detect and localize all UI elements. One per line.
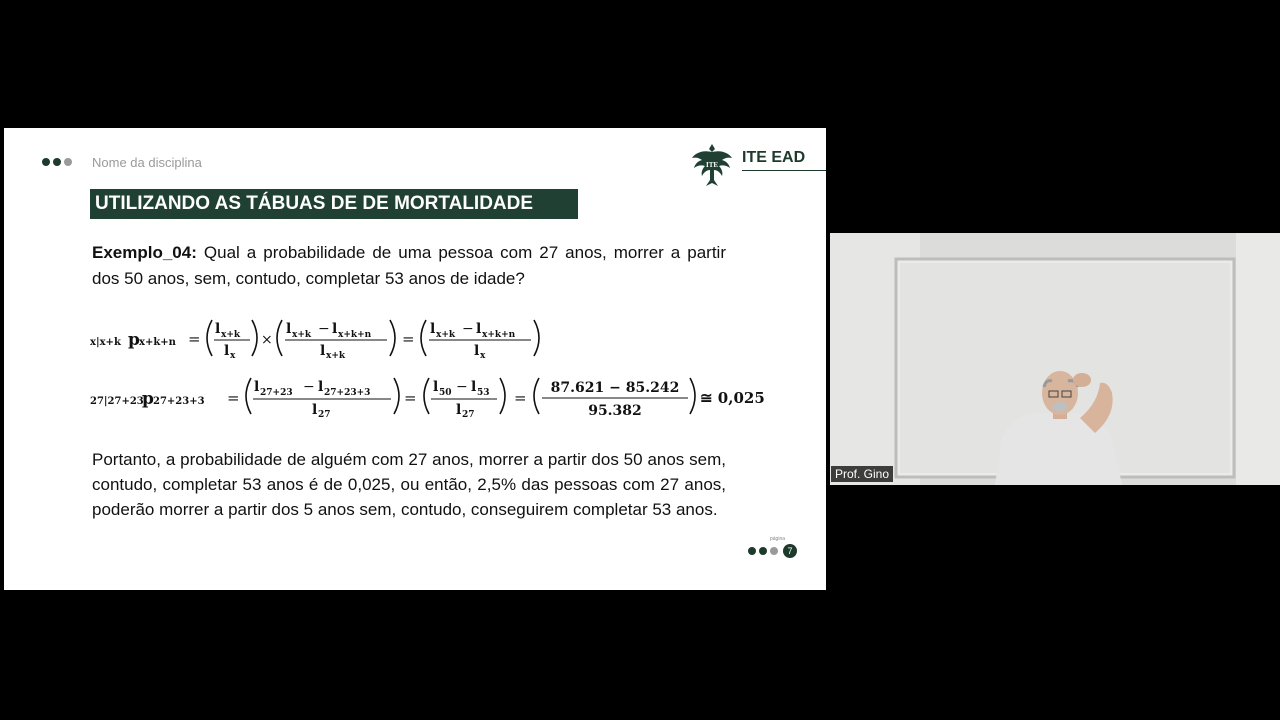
paren-right bbox=[252, 320, 257, 356]
paren-left bbox=[246, 378, 251, 414]
presentation-slide bbox=[4, 128, 826, 590]
page-dot bbox=[759, 547, 767, 555]
header-dot bbox=[64, 158, 72, 166]
formula2-lhs-prefix: 27|27+23 bbox=[90, 396, 144, 407]
brand-name: ITE EAD bbox=[742, 149, 806, 166]
minus-sign: − bbox=[318, 321, 330, 337]
f2-num-b-sub: x+k+n bbox=[338, 330, 372, 340]
f1-den-sub: x bbox=[230, 351, 236, 361]
f3-num-b-sub: x+k+n bbox=[482, 330, 516, 340]
page-number: 7 bbox=[783, 544, 797, 558]
g1-den-sub: 27 bbox=[318, 410, 331, 420]
page-dot bbox=[748, 547, 756, 555]
brand-underline bbox=[742, 170, 826, 171]
g3-denominator: 95.382 bbox=[588, 403, 642, 419]
paren-right bbox=[534, 320, 539, 356]
example-label: Exemplo_04: bbox=[92, 243, 197, 262]
f2-num-a-l: l bbox=[286, 321, 292, 337]
f1-num-sub: x+k bbox=[221, 330, 241, 340]
formula1-lhs-sub: x+k+n bbox=[139, 337, 176, 348]
formula2-lhs-p: p bbox=[142, 389, 154, 409]
presenter-beard bbox=[1052, 402, 1068, 412]
g2-den-sub: 27 bbox=[462, 410, 475, 420]
f3-num-b-l: l bbox=[476, 321, 482, 337]
page-dots bbox=[748, 544, 797, 558]
f2-den-l: l bbox=[320, 343, 326, 359]
g2-den-l: l bbox=[456, 402, 462, 418]
f2-num-a-sub: x+k bbox=[292, 330, 312, 340]
example-text: Qual a probabilidade de uma pessoa com 27 anos, morrer a partir dos 50 anos, sem, contudo, completar 53 anos de idade? bbox=[92, 243, 726, 288]
presenter-video bbox=[830, 233, 1280, 485]
equals-sign: = bbox=[404, 389, 417, 407]
formula1-lhs-prefix: x|x+k bbox=[90, 337, 121, 348]
paren-right bbox=[690, 378, 695, 414]
f2-num-b-l: l bbox=[332, 321, 338, 337]
minus-sign: − bbox=[456, 379, 468, 395]
paren-right bbox=[390, 320, 395, 356]
eagle-logo-icon bbox=[690, 140, 734, 188]
formula2-lhs-sub: 27+23+3 bbox=[153, 396, 205, 407]
paren-left bbox=[421, 320, 426, 356]
f3-den-l: l bbox=[474, 343, 480, 359]
result-value: ≅ 0,025 bbox=[700, 389, 765, 407]
g2-num-a-l: l bbox=[433, 379, 439, 395]
svg-text:ITE: ITE bbox=[705, 161, 719, 169]
page-label: página bbox=[770, 536, 786, 542]
equals-sign: = bbox=[402, 330, 415, 348]
g1-num-a-sub: 27+23 bbox=[260, 388, 293, 398]
paren-left bbox=[207, 320, 212, 356]
g2-num-a-sub: 50 bbox=[439, 388, 452, 398]
minus-sign: − bbox=[462, 321, 474, 337]
minus-sign: − bbox=[303, 379, 315, 395]
page-dot bbox=[770, 547, 778, 555]
f3-den-sub: x bbox=[480, 351, 486, 361]
g1-num-b-sub: 27+23+3 bbox=[324, 388, 371, 398]
g2-num-b-sub: 53 bbox=[477, 388, 490, 398]
g1-num-a-l: l bbox=[254, 379, 260, 395]
g1-num-b-l: l bbox=[318, 379, 324, 395]
equals-sign: = bbox=[514, 389, 527, 407]
formula-applied bbox=[90, 378, 765, 420]
formula1-lhs-p: p bbox=[128, 330, 140, 350]
times-sign: × bbox=[261, 332, 273, 348]
slide-title: UTILIZANDO AS TÁBUAS DE DE MORTALIDADE bbox=[90, 189, 578, 219]
paren-left bbox=[277, 320, 282, 356]
f2-den-sub: x+k bbox=[326, 351, 346, 361]
g1-den-l: l bbox=[312, 402, 318, 418]
equals-sign: = bbox=[188, 330, 201, 348]
paren-left bbox=[534, 378, 539, 414]
header-dots bbox=[42, 158, 72, 166]
paren-right bbox=[394, 378, 399, 414]
f3-num-a-l: l bbox=[430, 321, 436, 337]
header-dot bbox=[42, 158, 50, 166]
equals-sign: = bbox=[227, 389, 240, 407]
header-dot bbox=[53, 158, 61, 166]
g3-numerator: 87.621 − 85.242 bbox=[550, 380, 680, 396]
wall-right bbox=[1236, 233, 1280, 485]
presenter-hand bbox=[1073, 373, 1091, 387]
example-question bbox=[92, 240, 726, 292]
paren-left bbox=[424, 378, 429, 414]
g2-num-b-l: l bbox=[471, 379, 477, 395]
presenter-name-label: Prof. Gino bbox=[831, 466, 893, 482]
formula-general bbox=[90, 320, 539, 361]
discipline-name: Nome da disciplina bbox=[92, 155, 202, 170]
paren-right bbox=[500, 378, 505, 414]
conclusion-text: Portanto, a probabilidade de alguém com 27 anos, morrer a partir dos 50 anos sem, contudo, completar 53 anos é de 0,025, ou então, 2,5% das pessoas com 27 anos, poderão morrer a partir dos 5 anos sem, contudo, conseguirem completar 53 anos. bbox=[92, 450, 726, 519]
formula-block bbox=[84, 306, 784, 426]
f3-num-a-sub: x+k bbox=[436, 330, 456, 340]
f1-num-l: l bbox=[215, 321, 221, 337]
f1-den-l: l bbox=[224, 343, 230, 359]
